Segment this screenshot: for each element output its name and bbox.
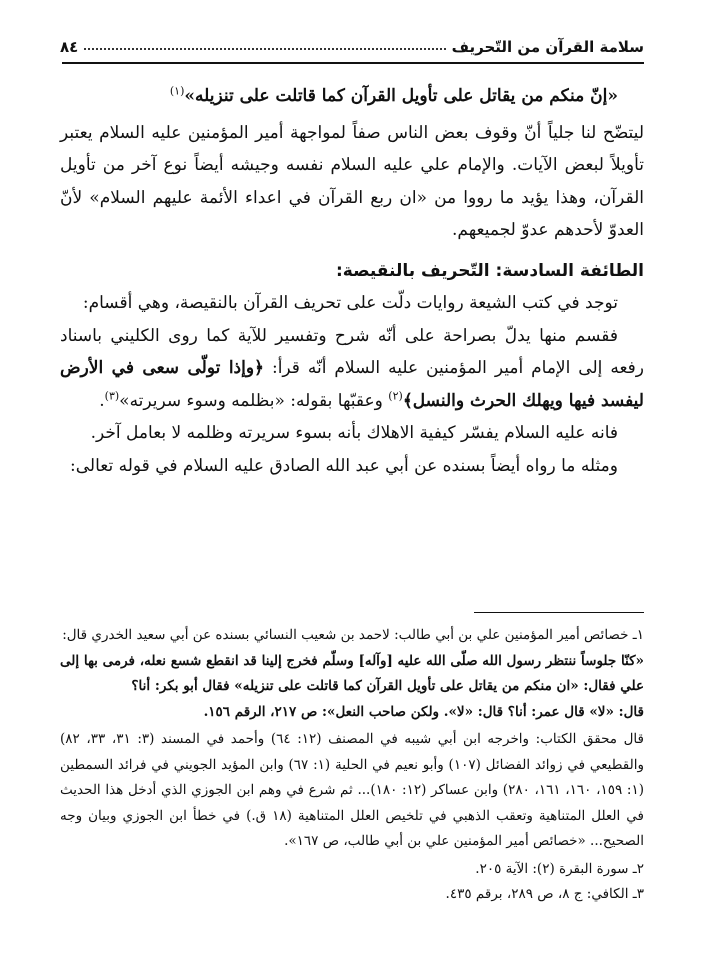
paragraph-tawil: ليتضّح لنا جلياً أنّ وقوف بعض الناس صفاً لمواجهة أمير المؤمنين عليه السلام يعتبر تأويلاً لبعض الآيات. والإمام علي عليه السلام نفسه وجيشه أيضاً نوع آخر من تأويل القرآن، وهذا يؤيد ما رووا من «ان ربع القرآن في اعداء الأئمة عليهم السلام» لأنّ العدوّ لأحدهم عدوّ لجميعهم. <box>60 122 644 240</box>
footnote-ref-1: (١) <box>169 84 185 98</box>
footnote-1-source: ١ـ خصائص أمير المؤمنين علي بن أبي طالب: لاحمد بن شعيب النسائي بسنده عن أبي سعيد الخدري قال: <box>62 627 644 643</box>
footnote-separator <box>474 612 644 613</box>
running-header <box>60 30 644 56</box>
kulayni-commentary: وعقبّها بقوله: «بظلمه وسوء سريرته» <box>119 390 389 411</box>
footnote-ref-3: (٣) <box>104 388 120 402</box>
quranic-verse: ﴿وإذا تولّى سعى في الأرض ليفسد فيها ويهلك الحرث والنسل﴾ <box>60 358 644 411</box>
paragraph-explanation: فانه عليه السلام يفسّر كيفية الاهلاك بأنه بسوء سريرته وظلمه لا بعامل آخر. <box>90 423 618 443</box>
header-rule <box>62 62 644 64</box>
footnote-3: ٣ـ الكافي: ج ٨، ص ٢٨٩، برقم ٤٣٥. <box>445 886 644 902</box>
footnote-ref-2: (٢) <box>388 388 403 402</box>
quote-text: «إنّ منكم من يقاتل على تأويل القرآن كما قاتلت على تنزيله» <box>184 86 618 106</box>
paragraph-kulayni <box>60 320 644 418</box>
period: . <box>99 390 105 411</box>
footnote-2: ٢ـ سورة البقرة (٢): الآية ٢٠٥. <box>475 860 644 877</box>
header-dot-leader <box>84 48 445 50</box>
footnote-1-hadith-end: قال: «لا» قال عمر: أنا؟ قال: «لا». ولكن صاحب النعل»: ص ٢١٧، الرقم ١٥٦. <box>203 703 644 720</box>
paragraph-quote <box>60 80 644 113</box>
kulayni-text: فقسم منها يدلّ بصراحة على أنّه شرح وتفسير للآية كما روى الكليني باسناد رفعه إلى الإمام أمير المؤمنين عليه السلام أنّه قرأ: <box>60 325 644 378</box>
main-text <box>60 80 644 482</box>
paragraph-intro: توجد في كتب الشيعة روايات دلّت على تحريف القرآن بالنقيصة، وهي أقسام: <box>82 293 618 313</box>
section-heading: الطائفة السادسة: التّحريف بالنقيصة: <box>335 260 644 281</box>
footnote-1-hadith: «كنّا جلوساً ننتظر رسول الله صلّى الله عليه [وآله] وسلّم فخرج إلينا قد انقطع شسع نعله، فرمى بها إلى علي فقال: «ان منكم من يقاتل على تأويل القرآن كما قاتلت على تنزيله» فقال أبو بكر: أنا؟ <box>60 652 644 694</box>
running-title: سلامة القرآن من التّحريف <box>451 38 644 56</box>
page-number: ٨٤ <box>60 38 79 56</box>
footnote-1-editor-note: قال محقق الكتاب: واخرجه ابن أبي شيبه في المصنف (١٢: ٦٤) وأحمد في المسند (٣: ٣١، ٣٣، ٨٢) والقطيعي في زوائد الفضائل (١٠٧) وأبو نعيم في الحلية (١: ٦٧) وابن المؤيد الجويني في فرائد السمطين (١: ١٥٩، ١٦٠، ١٦١، ٢٨٠) وابن عساكر (١٢: ١٨٠)... ثم شرع في وهم ابن الجوزي الذي أدخل هذا الحديث في العلل المتناهية وتعقب الذهبي في تلخيص العلل المتناهية (١٨ ق.) في خطأ ابن الجوزي وبيان وجه الصحيح... «خصائص أمير المؤمنين علي بن أبي طالب، ص ١٦٧». <box>60 731 644 849</box>
footnotes <box>60 623 644 908</box>
paragraph-sadiq: ومثله ما رواه أيضاً بسنده عن أبي عبد الله الصادق عليه السلام في قوله تعالى: <box>70 455 618 476</box>
